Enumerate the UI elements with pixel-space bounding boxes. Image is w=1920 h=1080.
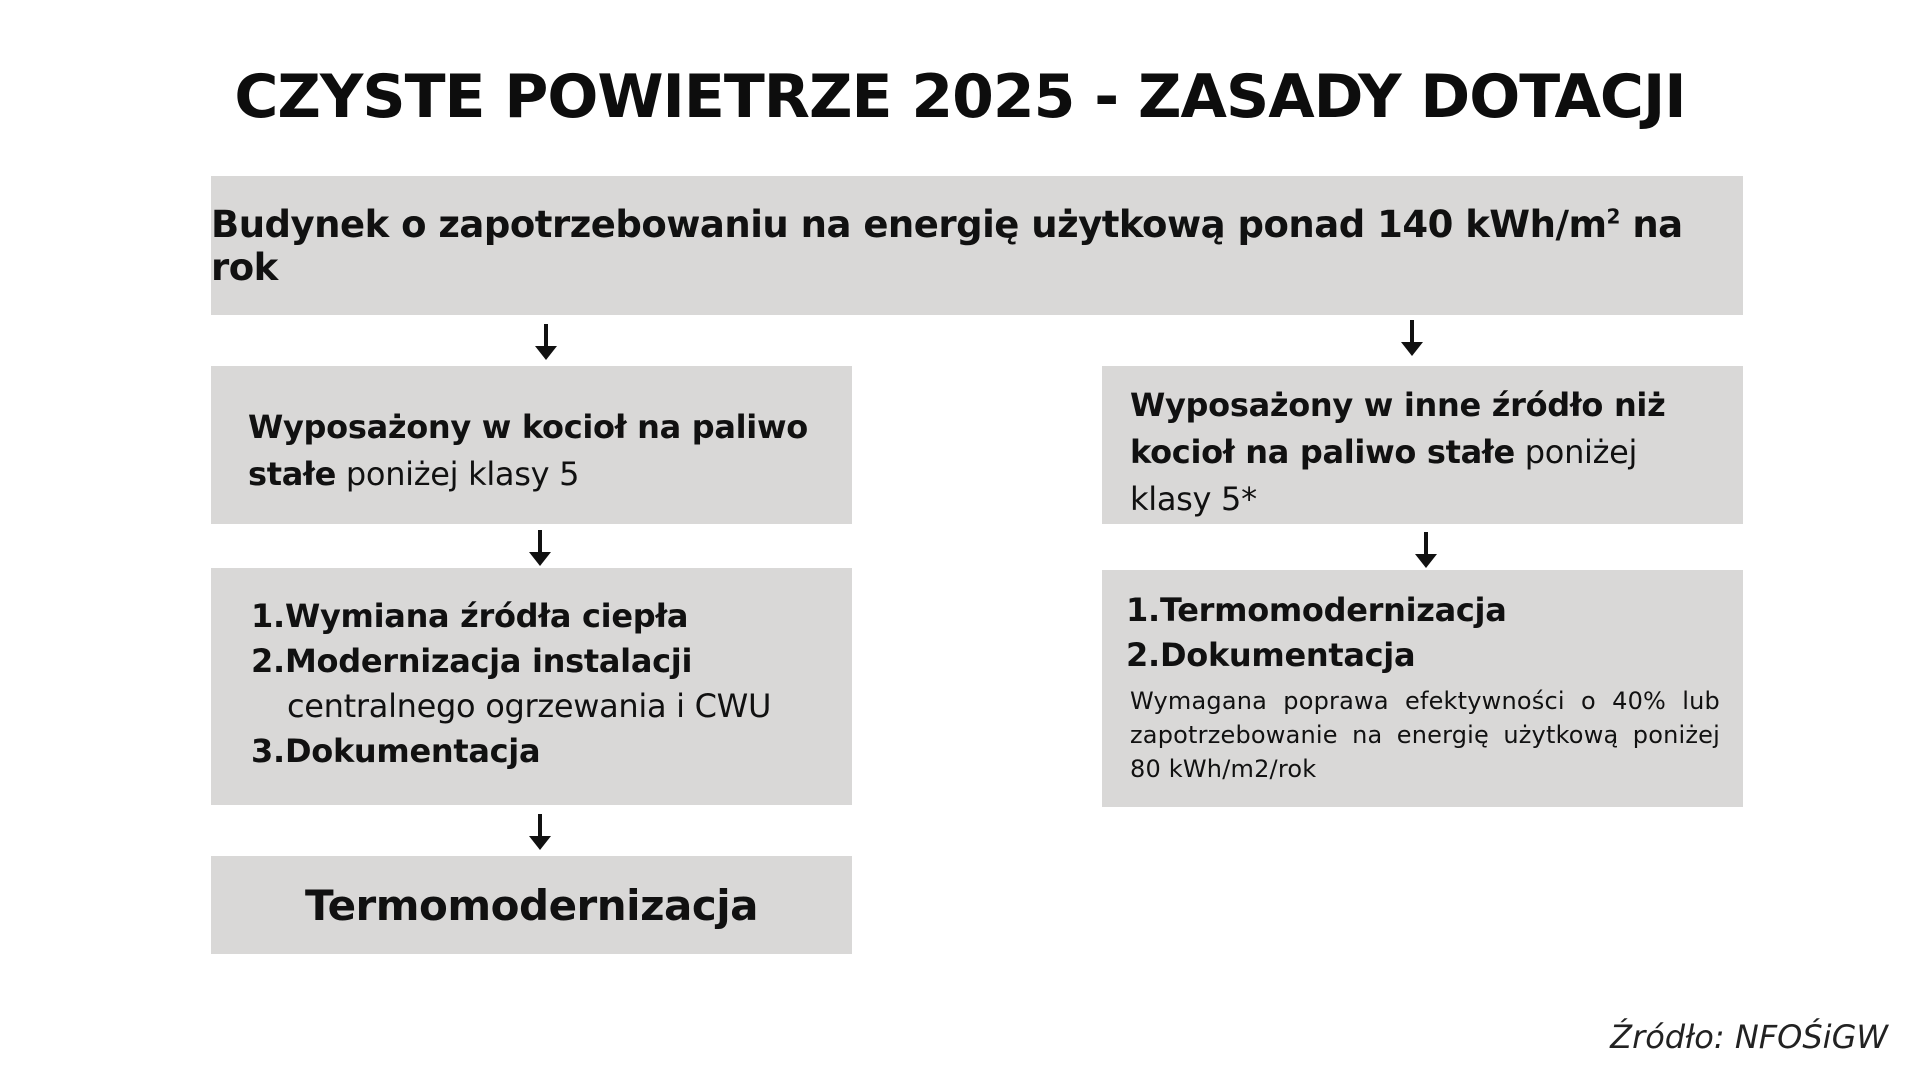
left-condition-bold: Wyposażony w kocioł na paliwo stałe [248, 408, 808, 493]
right-condition-rest: poniżej klasy 5* [1130, 433, 1638, 518]
step-number: 2. [251, 642, 285, 680]
left-steps-list [251, 594, 841, 774]
step-label: Modernizacja instalacji [285, 642, 693, 680]
arrow-down-icon [531, 322, 561, 362]
step-number: 1. [251, 597, 285, 635]
arrow-down-icon [1411, 530, 1441, 570]
step-label: Termomodernizacja [1160, 591, 1507, 629]
left-steps-box [211, 568, 852, 805]
step-label: Dokumentacja [1160, 636, 1416, 674]
step-label: Wymiana źródła ciepła [285, 597, 689, 635]
left-condition-text [248, 404, 828, 498]
left-condition-box [211, 366, 852, 524]
arrow-down-icon [525, 528, 555, 568]
list-item [251, 729, 841, 774]
right-condition-text [1130, 382, 1720, 523]
requirement-note: Wymagana poprawa efektywności o 40% lub zapotrzebowanie na energię użytkową poniżej 80 kWh/m2/rok [1130, 687, 1720, 783]
right-steps-list [1126, 588, 1716, 678]
left-result-box [211, 856, 852, 954]
top-condition-suffix: na rok [211, 202, 1683, 289]
list-item [251, 594, 841, 639]
step-detail: centralnego ogrzewania i CWU [287, 687, 772, 725]
top-condition-box [211, 176, 1743, 315]
page-title: CZYSTE POWIETRZE 2025 - ZASADY DOTACJI [234, 62, 1686, 132]
arrow-down-icon [525, 812, 555, 852]
right-condition-bold: Wyposażony w inne źródło niż kocioł na paliwo stałe [1130, 386, 1666, 471]
top-condition-superscript: 2 [1606, 204, 1620, 229]
list-item [1126, 588, 1716, 633]
step-number: 2. [1126, 636, 1160, 674]
source-credit: Źródło: NFOŚiGW [1610, 1018, 1888, 1056]
step-number: 1. [1126, 591, 1160, 629]
right-condition-box [1102, 366, 1743, 524]
step-number: 3. [251, 732, 285, 770]
list-item [1126, 633, 1716, 678]
left-condition-rest: poniżej klasy 5 [336, 455, 580, 493]
left-result-text: Termomodernizacja [305, 880, 758, 930]
arrow-down-icon [1397, 318, 1427, 358]
right-steps-box [1102, 570, 1743, 807]
top-condition-text [211, 203, 1743, 289]
top-condition-main: Budynek o zapotrzebowaniu na energię użytkową ponad 140 kWh/m [211, 202, 1607, 246]
list-item [251, 639, 841, 729]
step-label: Dokumentacja [285, 732, 541, 770]
